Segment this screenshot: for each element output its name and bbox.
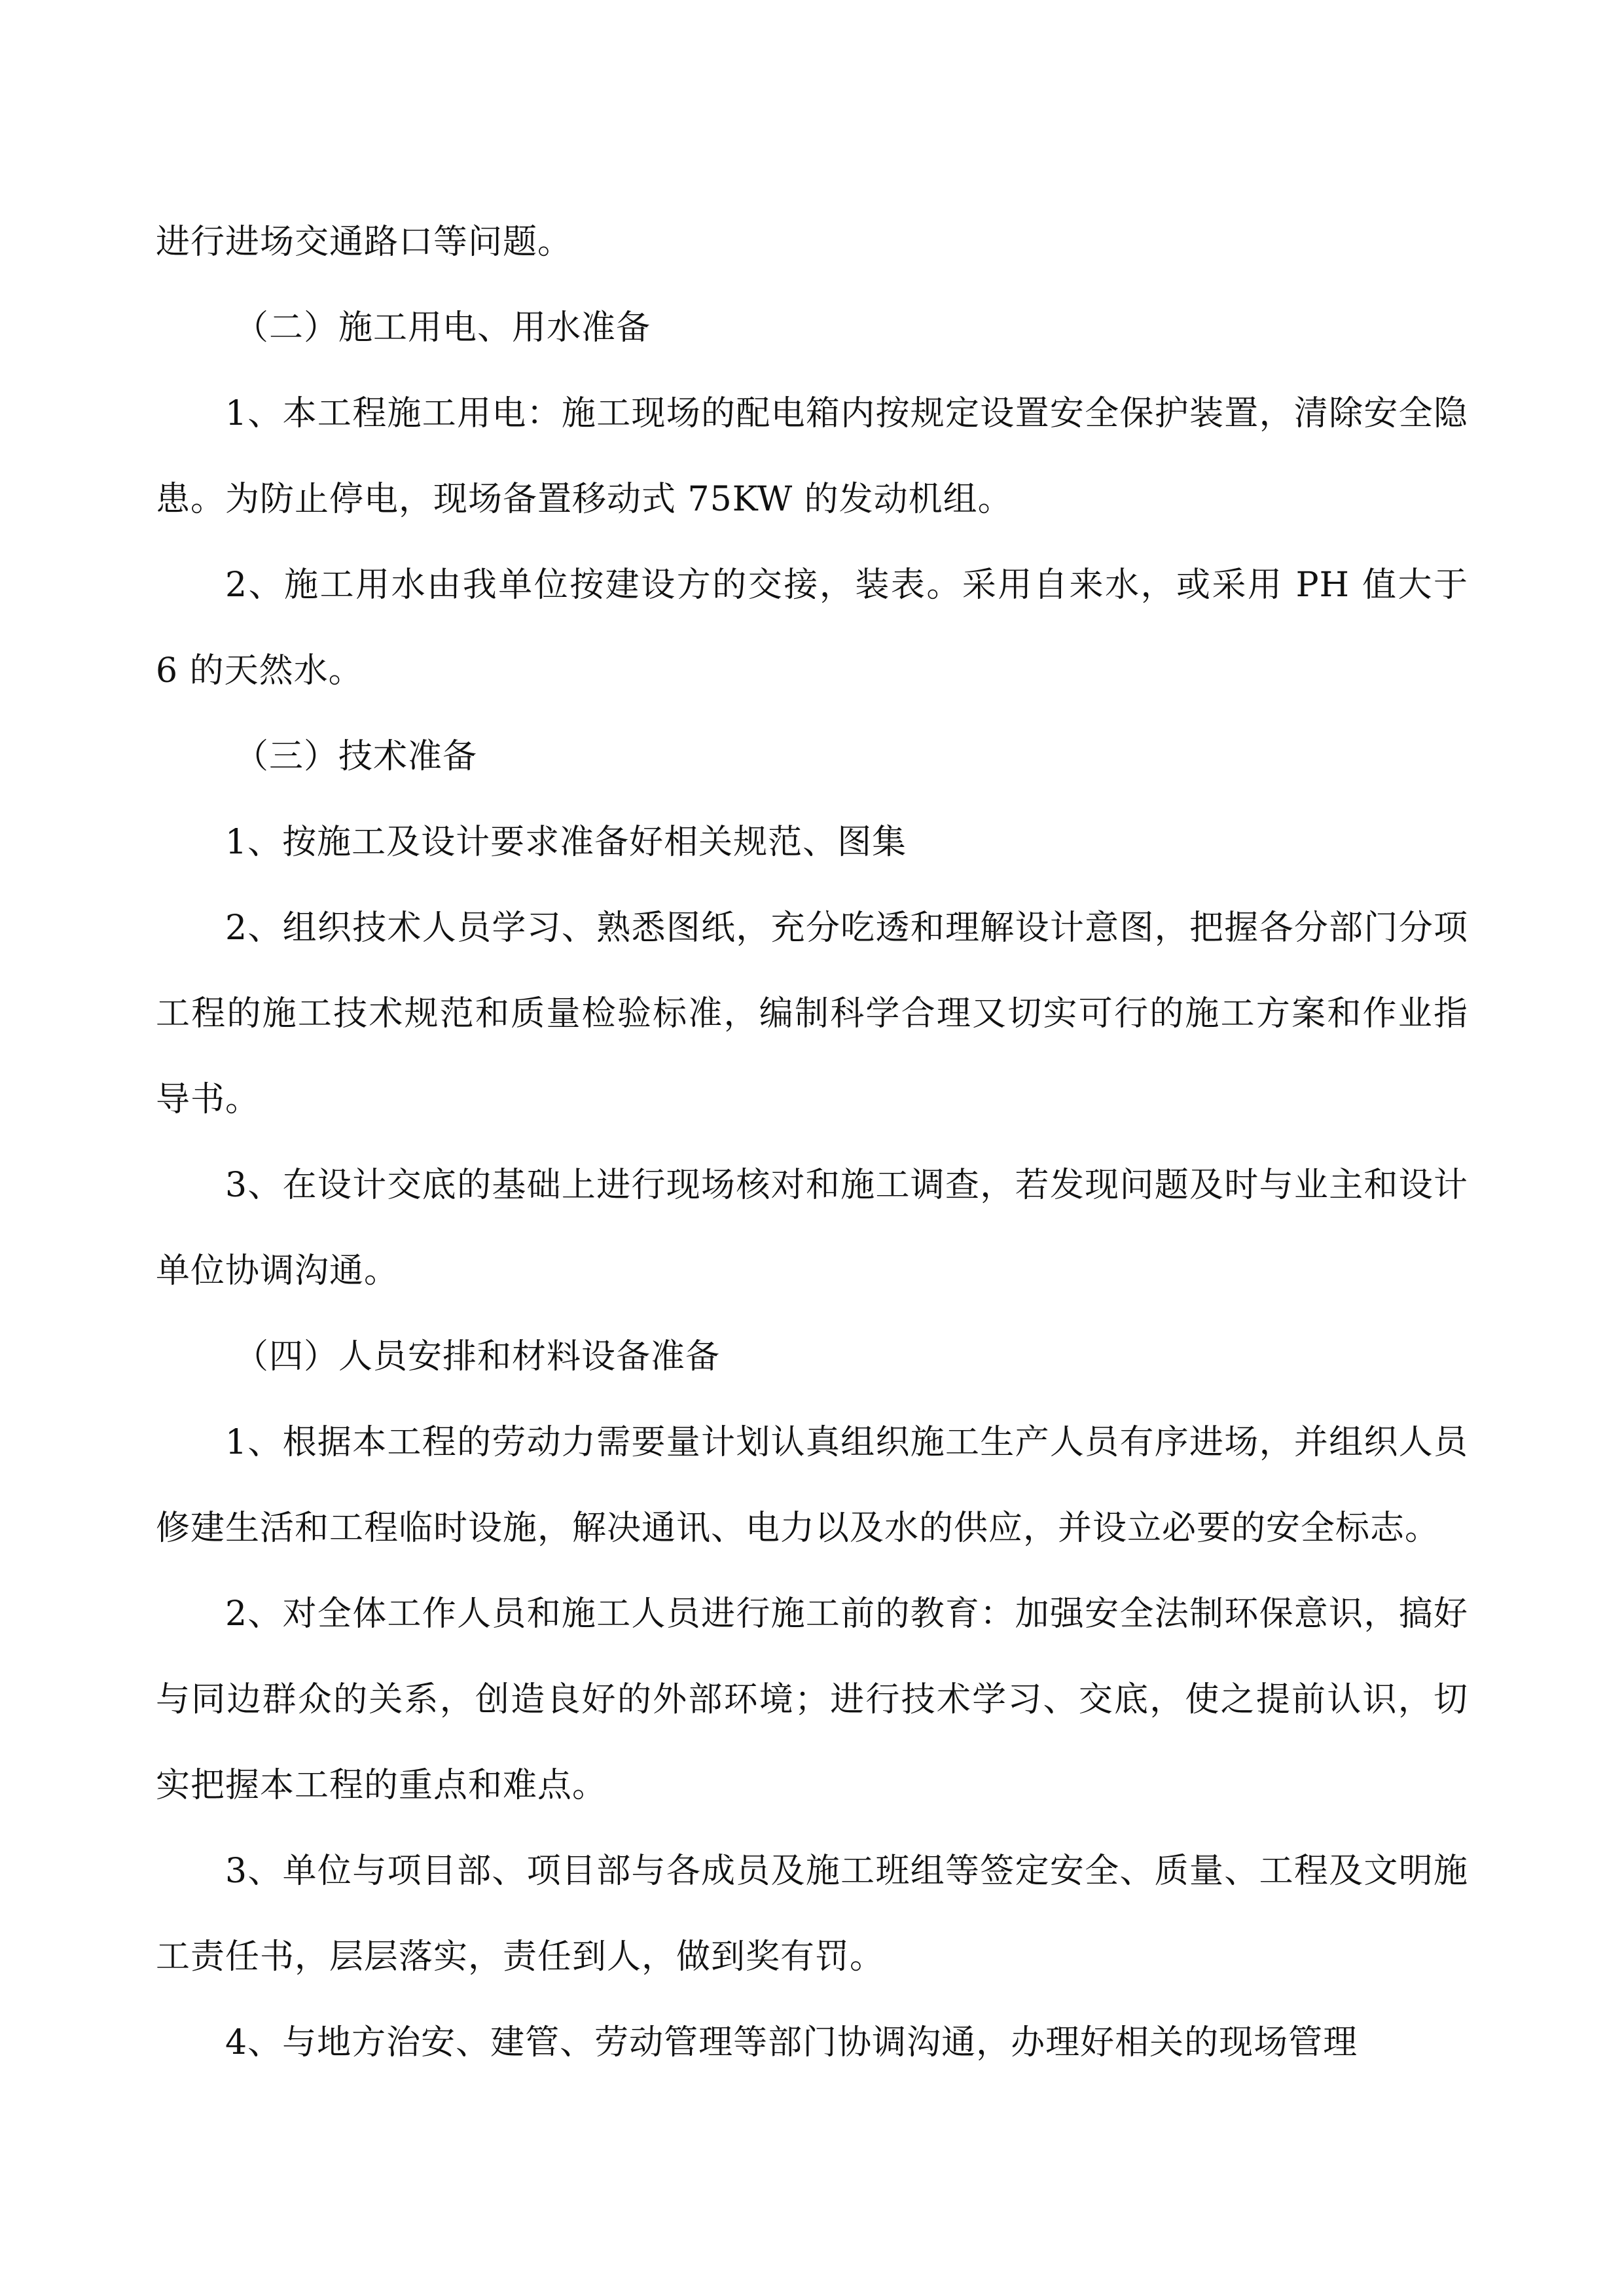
paragraph-tech-3: 3、在设计交底的基础上进行现场核对和施工调查，若发现问题及时与业主和设计单位协调沟通。 xyxy=(156,1166,1468,1291)
section-heading-4: （四）人员安排和材料设备准备 xyxy=(234,1337,721,1376)
paragraph-tech-2: 2、组织技术人员学习、熟悉图纸，充分吃透和理解设计意图，把握各分部门分项工程的施工技术规范和质量检验标准，编制科学合理又切实可行的施工方案和作业指导书。 xyxy=(156,908,1468,1119)
paragraph-power-supply: 1、本工程施工用电：施工现场的配电箱内按规定设置安全保护装置，清除安全隐患。为防止停电，现场备置移动式 75KW 的发动机组。 xyxy=(156,394,1468,519)
paragraph-staff-4: 4、与地方治安、建管、劳动管理等部门协调沟通，办理好相关的现场管理 xyxy=(225,2023,1358,2062)
paragraph-staff-3: 3、单位与项目部、项目部与各成员及施工班组等签定安全、质量、工程及文明施工责任书，层层落实，责任到人，做到奖有罚。 xyxy=(156,1852,1468,1977)
paragraph-staff-2: 2、对全体工作人员和施工人员进行施工前的教育：加强安全法制环保意识，搞好与同边群众的关系，创造良好的外部环境；进行技术学习、交底，使之提前认识，切实把握本工程的重点和难点。 xyxy=(156,1594,1468,1805)
paragraph-tech-1: 1、按施工及设计要求准备好相关规范、图集 xyxy=(225,823,907,862)
paragraph-staff-1: 1、根据本工程的劳动力需要量计划认真组织施工生产人员有序进场，并组织人员修建生活和工程临时设施，解决通讯、电力以及水的供应，并设立必要的安全标志。 xyxy=(156,1423,1468,1548)
paragraph-continuation: 进行进场交通路口等问题。 xyxy=(156,223,573,262)
section-heading-2: （二）施工用电、用水准备 xyxy=(234,308,651,348)
paragraph-water-supply: 2、施工用水由我单位按建设方的交接，装表。采用自来水，或采用 PH 值大于 6 的天然水。 xyxy=(156,565,1468,691)
document-body xyxy=(156,200,1468,2086)
section-heading-3: （三）技术准备 xyxy=(234,737,478,776)
